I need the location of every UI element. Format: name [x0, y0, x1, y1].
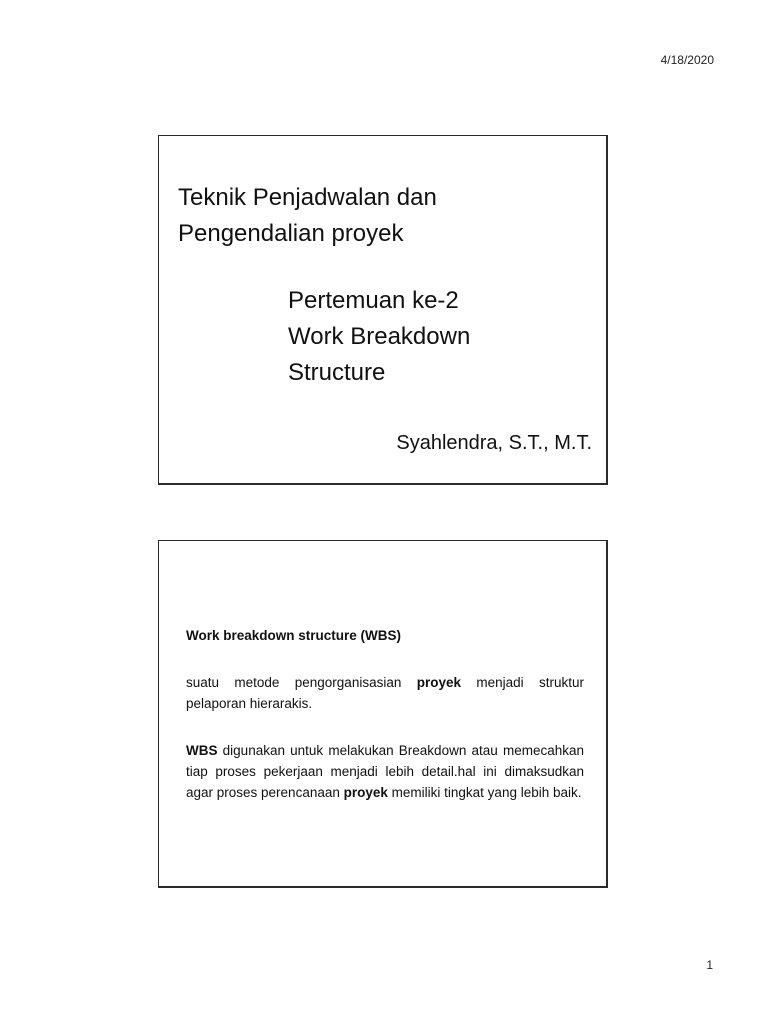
content-heading: Work breakdown structure (WBS)	[186, 628, 402, 643]
slide-author: Syahlendra, S.T., M.T.	[396, 432, 592, 454]
content-body	[186, 625, 584, 829]
slide-subtitle-line-1: Pertemuan ke-2	[288, 287, 459, 314]
page-number: 1	[706, 958, 713, 972]
wbs-usage-paragraph	[186, 740, 584, 803]
wbs-usage-text-end: memiliki tingkat yang lebih baik.	[387, 785, 582, 800]
slide-subtitle-line-2: Work Breakdown	[288, 323, 471, 350]
slide-title	[178, 180, 437, 252]
definition-text-start: suatu metode pengorganisasian	[186, 675, 417, 690]
slide-title-line-1: Teknik Penjadwalan dan	[178, 184, 437, 211]
proyek-bold-term: proyek	[343, 785, 388, 800]
slide-subtitle	[288, 283, 470, 391]
wbs-usage-text: digunakan untuk melakukan Breakdown atau memecahkan tiap proses pekerjaan menjadi lebih detail.hal ini dimaksudkan agar proses perencanaan	[186, 743, 584, 800]
definition-paragraph	[186, 672, 584, 714]
page-date: 4/18/2020	[660, 53, 714, 67]
slide-subtitle-line-3: Structure	[288, 359, 386, 386]
definition-text-end: menjadi struktur pelaporan hierarakis.	[186, 675, 584, 711]
wbs-bold-term: WBS	[186, 743, 218, 758]
definition-bold-term: proyek	[416, 675, 461, 690]
title-slide	[158, 135, 608, 485]
content-slide	[158, 540, 608, 888]
slide-title-line-2: Pengendalian proyek	[178, 220, 404, 247]
